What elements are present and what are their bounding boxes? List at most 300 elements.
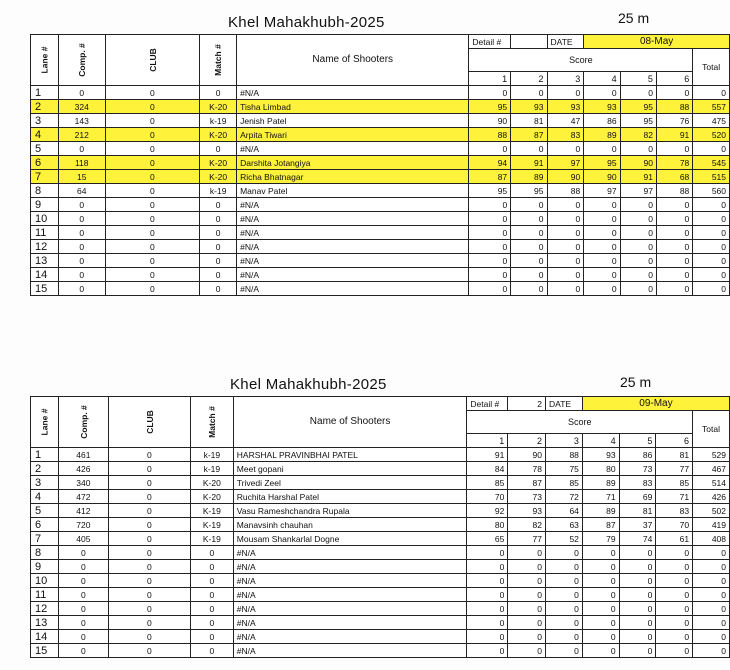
match-cell: k-19 [200, 114, 237, 128]
score-cell: 0 [469, 86, 511, 100]
score-cell: 0 [508, 630, 546, 644]
score-cell: 0 [656, 602, 693, 616]
score-cell: 0 [546, 644, 583, 658]
total-cell: 0 [693, 240, 730, 254]
score-cell: 0 [584, 86, 620, 100]
score-cell: 0 [620, 212, 656, 226]
club-cell: 0 [105, 142, 200, 156]
match-cell: K-19 [190, 518, 233, 532]
club-cell: 0 [105, 212, 200, 226]
comp-cell: 340 [58, 476, 108, 490]
series-number: 5 [620, 72, 656, 86]
table-body [31, 86, 730, 296]
score-cell: 0 [547, 282, 584, 296]
score-cell: 0 [511, 240, 547, 254]
comp-cell: 0 [58, 644, 108, 658]
score-cell: 0 [619, 644, 656, 658]
score-cell: 79 [582, 532, 619, 546]
score-cell: 89 [582, 476, 619, 490]
total-cell: 0 [693, 588, 730, 602]
score-table [30, 396, 730, 658]
series-number: 4 [584, 72, 620, 86]
club-cell: 0 [105, 170, 200, 184]
score-cell: 61 [656, 532, 693, 546]
score-cell: 91 [511, 156, 547, 170]
score-cell: 0 [467, 546, 508, 560]
score-cell: 73 [619, 462, 656, 476]
shooter-name-cell: #N/A [237, 226, 469, 240]
score-cell: 97 [620, 184, 656, 198]
lane-cell: 1 [31, 86, 59, 100]
score-cell: 0 [619, 602, 656, 616]
score-cell: 83 [656, 504, 693, 518]
score-cell: 0 [511, 282, 547, 296]
score-cell: 0 [582, 602, 619, 616]
score-cell: 91 [620, 170, 656, 184]
score-cell: 0 [508, 560, 546, 574]
series-number: 6 [656, 72, 692, 86]
match-cell: K-19 [190, 504, 233, 518]
detail-label: Detail # [469, 35, 511, 49]
score-cell: 0 [584, 240, 620, 254]
comp-cell: 0 [58, 86, 105, 100]
score-cell: 0 [547, 240, 584, 254]
score-cell: 93 [584, 100, 620, 114]
comp-cell: 0 [58, 630, 108, 644]
table-row [31, 532, 730, 546]
series-number: 2 [508, 434, 546, 448]
score-cell: 0 [511, 226, 547, 240]
table-row [31, 630, 730, 644]
score-cell: 0 [656, 142, 692, 156]
score-cell: 95 [584, 156, 620, 170]
shooter-name-cell: #N/A [237, 254, 469, 268]
score-cell: 0 [469, 282, 511, 296]
score-cell: 0 [584, 212, 620, 226]
series-number: 3 [547, 72, 584, 86]
shooter-name-cell: Jenish Patel [237, 114, 469, 128]
table-row [31, 602, 730, 616]
match-cell: k-19 [200, 184, 237, 198]
score-cell: 37 [619, 518, 656, 532]
table-row [31, 448, 730, 462]
lane-cell: 14 [31, 630, 59, 644]
score-cell: 78 [656, 156, 692, 170]
score-cell: 90 [469, 114, 511, 128]
comp-cell: 0 [58, 546, 108, 560]
table-row [31, 282, 730, 296]
shooter-name-cell: Trivedi Zeel [233, 476, 467, 490]
comp-header: Comp. # [58, 397, 108, 448]
total-cell: 545 [693, 156, 730, 170]
total-cell: 0 [693, 616, 730, 630]
score-cell: 0 [546, 574, 583, 588]
score-cell: 90 [584, 170, 620, 184]
match-cell: k-19 [190, 448, 233, 462]
score-cell: 0 [469, 254, 511, 268]
table-row [31, 518, 730, 532]
match-cell: K-20 [200, 156, 237, 170]
sheet-range: 25 m [620, 374, 652, 390]
shooter-name-cell: Mousam Shankarlal Dogne [233, 532, 467, 546]
table-row [31, 476, 730, 490]
shooter-name-cell: Tisha Limbad [237, 100, 469, 114]
comp-cell: 405 [58, 532, 108, 546]
match-cell: 0 [200, 254, 237, 268]
score-cell: 77 [656, 462, 693, 476]
score-cell: 92 [467, 504, 508, 518]
shooter-name-cell: #N/A [233, 630, 467, 644]
total-cell: 560 [693, 184, 730, 198]
match-cell: 0 [190, 616, 233, 630]
score-cell: 0 [467, 630, 508, 644]
table-row [31, 504, 730, 518]
match-cell: 0 [200, 240, 237, 254]
series-number: 3 [546, 434, 583, 448]
score-cell: 71 [582, 490, 619, 504]
score-cell: 0 [619, 630, 656, 644]
score-cell: 0 [469, 226, 511, 240]
match-cell: 0 [190, 588, 233, 602]
match-cell: K-20 [190, 476, 233, 490]
score-cell: 0 [620, 240, 656, 254]
total-cell: 515 [693, 170, 730, 184]
score-cell: 86 [584, 114, 620, 128]
total-cell: 0 [693, 602, 730, 616]
match-cell: K-20 [200, 128, 237, 142]
club-header: CLUB [105, 35, 200, 86]
shooter-name-cell: #N/A [233, 574, 467, 588]
score-cell: 0 [656, 268, 692, 282]
score-cell: 80 [467, 518, 508, 532]
score-cell: 70 [656, 518, 693, 532]
total-cell: 520 [693, 128, 730, 142]
total-cell: 0 [693, 254, 730, 268]
club-cell: 0 [105, 254, 200, 268]
comp-cell: 0 [58, 254, 105, 268]
score-cell: 0 [546, 560, 583, 574]
score-cell: 0 [511, 142, 547, 156]
score-cell: 0 [584, 198, 620, 212]
lane-header: Lane # [31, 35, 59, 86]
score-cell: 0 [547, 212, 584, 226]
club-cell: 0 [105, 198, 200, 212]
score-cell: 70 [467, 490, 508, 504]
date-label: DATE [547, 35, 584, 49]
lane-cell: 8 [31, 184, 59, 198]
score-cell: 88 [656, 184, 692, 198]
lane-cell: 3 [31, 114, 59, 128]
date-value: 08-May [584, 35, 730, 49]
score-cell: 0 [469, 240, 511, 254]
club-cell: 0 [105, 156, 200, 170]
series-number: 2 [511, 72, 547, 86]
lane-cell: 15 [31, 644, 59, 658]
comp-cell: 0 [58, 616, 108, 630]
lane-cell: 15 [31, 282, 59, 296]
lane-cell: 11 [31, 588, 59, 602]
series-number: 6 [656, 434, 693, 448]
total-cell: 408 [693, 532, 730, 546]
comp-cell: 0 [58, 602, 108, 616]
score-cell: 0 [508, 602, 546, 616]
score-cell: 0 [582, 644, 619, 658]
score-cell: 81 [619, 504, 656, 518]
score-cell: 0 [469, 212, 511, 226]
score-cell: 0 [584, 268, 620, 282]
score-cell: 93 [547, 100, 584, 114]
score-cell: 0 [656, 560, 693, 574]
shooter-name-cell: Richa Bhatnagar [237, 170, 469, 184]
total-header: Total [693, 49, 730, 86]
detail-value: 2 [508, 397, 546, 411]
match-cell: 0 [190, 574, 233, 588]
shooter-name-cell: #N/A [233, 616, 467, 630]
lane-cell: 1 [31, 448, 59, 462]
score-cell: 0 [547, 254, 584, 268]
table-row [31, 100, 730, 114]
score-cell: 0 [620, 282, 656, 296]
shooter-name-cell: Manav Patel [237, 184, 469, 198]
shooter-name-cell: #N/A [233, 560, 467, 574]
score-cell: 0 [546, 588, 583, 602]
score-cell: 0 [656, 226, 692, 240]
score-cell: 0 [582, 574, 619, 588]
score-cell: 0 [582, 546, 619, 560]
club-cell: 0 [108, 560, 190, 574]
score-cell: 0 [508, 616, 546, 630]
club-cell: 0 [105, 114, 200, 128]
comp-cell: 64 [58, 184, 105, 198]
club-cell: 0 [108, 588, 190, 602]
score-cell: 85 [546, 476, 583, 490]
total-cell: 529 [693, 448, 730, 462]
score-cell: 90 [508, 448, 546, 462]
lane-header: Lane # [31, 397, 59, 448]
score-cell: 0 [619, 588, 656, 602]
lane-cell: 4 [31, 490, 59, 504]
total-cell: 467 [693, 462, 730, 476]
score-cell: 95 [620, 114, 656, 128]
series-number: 5 [619, 434, 656, 448]
score-cell: 65 [467, 532, 508, 546]
score-cell: 0 [511, 268, 547, 282]
score-cell: 0 [620, 198, 656, 212]
lane-cell: 12 [31, 602, 59, 616]
score-cell: 0 [547, 268, 584, 282]
comp-cell: 212 [58, 128, 105, 142]
match-cell: 0 [190, 602, 233, 616]
score-cell: 83 [547, 128, 584, 142]
shooter-name-cell: #N/A [237, 86, 469, 100]
comp-cell: 461 [58, 448, 108, 462]
table-row [31, 198, 730, 212]
lane-cell: 6 [31, 518, 59, 532]
score-cell: 90 [620, 156, 656, 170]
table-row [31, 560, 730, 574]
comp-cell: 0 [58, 268, 105, 282]
score-cell: 0 [467, 602, 508, 616]
score-cell: 0 [508, 574, 546, 588]
score-cell: 0 [467, 644, 508, 658]
score-cell: 0 [619, 616, 656, 630]
total-cell: 426 [693, 490, 730, 504]
score-cell: 88 [547, 184, 584, 198]
score-cell: 0 [656, 198, 692, 212]
shooter-name-cell: #N/A [237, 212, 469, 226]
comp-cell: 0 [58, 560, 108, 574]
score-cell: 81 [656, 448, 693, 462]
lane-cell: 2 [31, 100, 59, 114]
score-cell: 0 [656, 644, 693, 658]
total-cell: 0 [693, 630, 730, 644]
score-cell: 87 [508, 476, 546, 490]
score-cell: 47 [547, 114, 584, 128]
shooter-name-cell: #N/A [237, 142, 469, 156]
club-header: CLUB [108, 397, 190, 448]
score-cell: 0 [511, 86, 547, 100]
match-cell: 0 [200, 268, 237, 282]
score-cell: 69 [619, 490, 656, 504]
score-cell: 84 [467, 462, 508, 476]
match-cell: K-20 [200, 100, 237, 114]
score-table [30, 34, 730, 296]
score-cell: 0 [656, 588, 693, 602]
match-cell: 0 [190, 546, 233, 560]
club-cell: 0 [105, 100, 200, 114]
score-cell: 93 [511, 100, 547, 114]
score-cell: 0 [584, 142, 620, 156]
sheet-range: 25 m [618, 10, 650, 26]
table-row [31, 170, 730, 184]
lane-cell: 11 [31, 226, 59, 240]
table-row [31, 128, 730, 142]
total-cell: 0 [693, 644, 730, 658]
score-cell: 0 [656, 212, 692, 226]
table-body [31, 448, 730, 658]
score-cell: 0 [584, 254, 620, 268]
club-cell: 0 [105, 268, 200, 282]
score-cell: 87 [582, 518, 619, 532]
total-cell: 0 [693, 560, 730, 574]
score-cell: 0 [582, 616, 619, 630]
score-cell: 74 [619, 532, 656, 546]
score-cell: 0 [620, 268, 656, 282]
shooter-name-cell: #N/A [233, 546, 467, 560]
series-number: 1 [469, 72, 511, 86]
score-cell: 93 [582, 448, 619, 462]
total-cell: 475 [693, 114, 730, 128]
score-cell: 81 [511, 114, 547, 128]
shooter-name-cell: #N/A [233, 588, 467, 602]
shooter-name-cell: #N/A [237, 282, 469, 296]
club-cell: 0 [108, 448, 190, 462]
series-number: 1 [467, 434, 508, 448]
score-cell: 88 [656, 100, 692, 114]
score-cell: 82 [620, 128, 656, 142]
comp-cell: 324 [58, 100, 105, 114]
score-cell: 85 [467, 476, 508, 490]
total-cell: 0 [693, 86, 730, 100]
lane-cell: 9 [31, 198, 59, 212]
score-cell: 0 [546, 630, 583, 644]
lane-cell: 12 [31, 240, 59, 254]
club-cell: 0 [105, 240, 200, 254]
score-cell: 0 [620, 86, 656, 100]
match-header: Match # [190, 397, 233, 448]
club-cell: 0 [108, 518, 190, 532]
match-cell: 0 [200, 198, 237, 212]
shooter-name-cell: #N/A [233, 644, 467, 658]
club-cell: 0 [108, 532, 190, 546]
lane-cell: 10 [31, 212, 59, 226]
score-cell: 82 [508, 518, 546, 532]
shooter-name-cell: Meet gopani [233, 462, 467, 476]
table-row [31, 574, 730, 588]
score-cell: 75 [546, 462, 583, 476]
match-cell: k-19 [190, 462, 233, 476]
match-cell: 0 [200, 282, 237, 296]
table-row [31, 142, 730, 156]
score-cell: 78 [508, 462, 546, 476]
shooter-name-cell: #N/A [237, 240, 469, 254]
match-cell: 0 [200, 86, 237, 100]
shooter-name-cell: #N/A [237, 268, 469, 282]
score-cell: 95 [620, 100, 656, 114]
lane-cell: 7 [31, 170, 59, 184]
match-cell: K-20 [200, 170, 237, 184]
total-cell: 0 [693, 226, 730, 240]
score-cell: 0 [508, 644, 546, 658]
score-cell: 80 [582, 462, 619, 476]
table-row [31, 212, 730, 226]
score-cell: 0 [469, 198, 511, 212]
table-row [31, 156, 730, 170]
score-cell: 72 [546, 490, 583, 504]
comp-cell: 118 [58, 156, 105, 170]
score-cell: 71 [656, 490, 693, 504]
detail-value [511, 35, 547, 49]
score-cell: 95 [469, 100, 511, 114]
match-cell: K-19 [190, 532, 233, 546]
table-row [31, 588, 730, 602]
score-cell: 95 [511, 184, 547, 198]
comp-cell: 0 [58, 240, 105, 254]
club-cell: 0 [108, 490, 190, 504]
score-cell: 89 [584, 128, 620, 142]
score-cell: 0 [508, 546, 546, 560]
club-cell: 0 [108, 630, 190, 644]
score-cell: 83 [619, 476, 656, 490]
score-cell: 0 [511, 198, 547, 212]
score-cell: 0 [620, 226, 656, 240]
score-cell: 91 [467, 448, 508, 462]
total-cell: 0 [693, 282, 730, 296]
club-cell: 0 [108, 546, 190, 560]
score-cell: 0 [656, 86, 692, 100]
comp-cell: 426 [58, 462, 108, 476]
lane-cell: 6 [31, 156, 59, 170]
score-cell: 0 [582, 560, 619, 574]
date-label: DATE [546, 397, 583, 411]
score-cell: 0 [511, 212, 547, 226]
table-row [31, 184, 730, 198]
total-cell: 0 [693, 268, 730, 282]
score-cell: 0 [619, 574, 656, 588]
comp-cell: 0 [58, 198, 105, 212]
score-cell: 97 [584, 184, 620, 198]
score-cell: 0 [508, 588, 546, 602]
